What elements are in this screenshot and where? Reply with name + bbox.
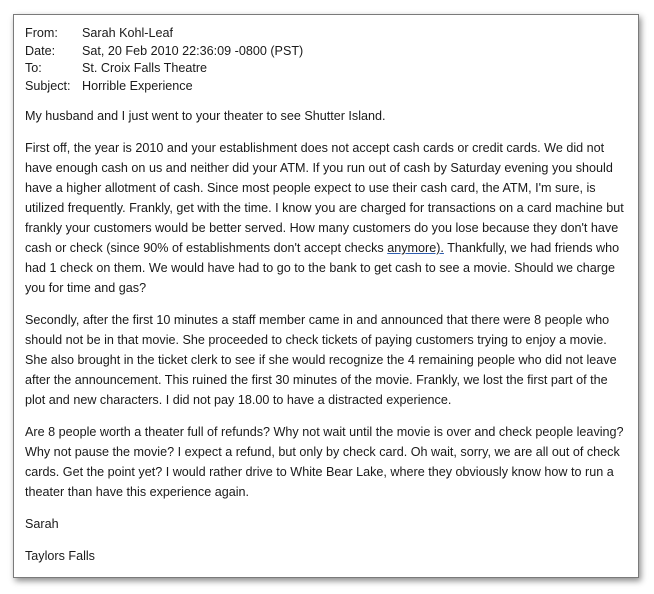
body-paragraph-3: Secondly, after the first 10 minutes a staff member came in and announced that there were 8 people who should not be in that movie. She proceeded to check tickets of paying customers trying to enjoy a movie. She also brought in the ticket clerk to see if she would recognize the 4 remaining people who did not leave after the announcement. This ruined the first 30 minutes of the movie. Frankly, we lost the first part of the plot and new characters. I did not pay 18.00 to have a distracted experience. <box>25 313 617 407</box>
signature-location: Taylors Falls <box>25 549 95 563</box>
header-date <box>25 43 629 61</box>
paragraph-text: First off, the year is 2010 and your establishment does not accept cash cards or credit cards. We did not have enough cash on us and neither did your ATM. If you run out of cash by Saturday evening you should have a higher allotment of cash. Since most people expect to use their cash card, the ATM, I'm sure, is utilized frequently. Frankly, get with the time. I know you are charged for transactions on a card machine but frankly your customers would be better served. How many customers do you lose because they don't have cash or check (since 90% of establishments don't accept checks <box>25 141 624 255</box>
signature-name: Sarah <box>25 517 59 531</box>
header-from <box>25 25 629 43</box>
body-paragraph-1: My husband and I just went to your theater to see Shutter Island. <box>25 109 386 123</box>
header-label: To: <box>25 61 42 75</box>
email-content <box>25 25 629 578</box>
header-value: Sat, 20 Feb 2010 22:36:09 -0800 (PST) <box>82 43 304 58</box>
email-frame <box>13 14 639 578</box>
header-label: From: <box>25 26 58 40</box>
header-subject <box>25 78 629 96</box>
email-headers <box>25 25 629 95</box>
spellcheck-underlined-text: anymore). <box>387 241 444 255</box>
header-label: Date: <box>25 43 56 58</box>
header-value: Horrible Experience <box>82 78 193 93</box>
body-paragraph-4: Are 8 people worth a theater full of refunds? Why not wait until the movie is over and check people leaving? Why not pause the movie? I expect a refund, but only by check card. Oh wait, sorry, we are all out of check cards. Get the point yet? I would rather drive to White Bear Lake, where they obviously know how to run a theater than have this experience again. <box>25 425 624 499</box>
header-value: St. Croix Falls Theatre <box>82 61 208 75</box>
header-label: Subject: <box>25 78 71 93</box>
paragraph-text: Thankfully, we had friends who had 1 check on them. We would have had to go to the bank to get cash to see a movie. Should we charge you for time and gas? <box>25 241 620 295</box>
header-value: Sarah Kohl-Leaf <box>82 26 174 40</box>
header-to <box>25 60 629 78</box>
body-paragraph-2 <box>25 138 629 298</box>
